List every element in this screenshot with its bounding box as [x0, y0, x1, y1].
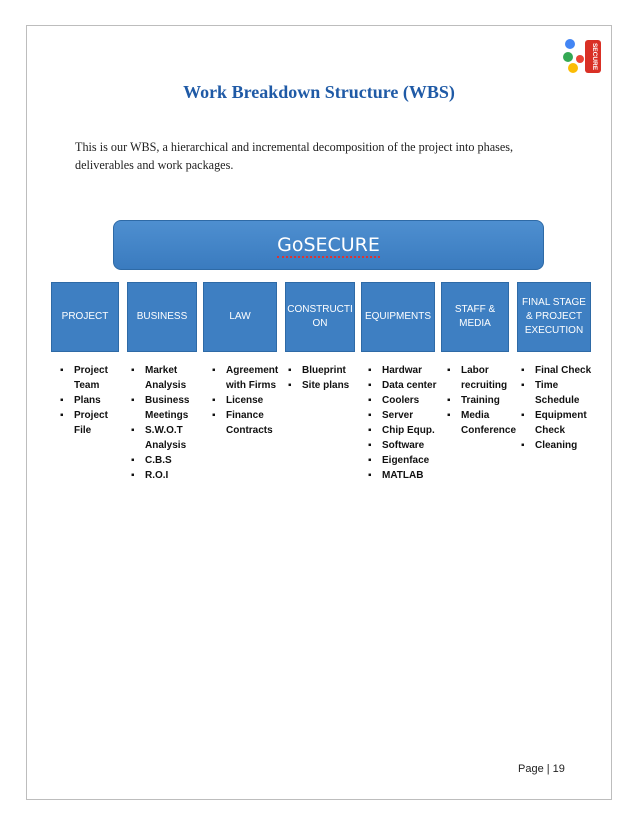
wbs-phase-box: [517, 282, 591, 352]
wbs-work-package: ▪ C.B.S: [131, 453, 207, 468]
wbs-work-package: ▪ Media Conference: [447, 408, 521, 438]
wbs-work-package: ▪ Final Check: [521, 363, 595, 378]
wbs-work-package: ▪ Coolers: [368, 393, 442, 408]
wbs-work-package: ▪ Data center: [368, 378, 442, 393]
wbs-phase-box: [51, 282, 119, 352]
wbs-work-package: ▪ Project File: [60, 408, 124, 438]
wbs-phase-label: LAW: [229, 311, 251, 322]
wbs-work-package: ▪ Agreement with Firms: [212, 363, 288, 393]
wbs-work-package-list: [288, 363, 366, 393]
wbs-work-package-list: [447, 363, 521, 438]
wbs-work-package: ▪ Eigenface: [368, 453, 442, 468]
wbs-phase-label: FINAL STAGE & PROJECT EXECUTION: [522, 297, 586, 336]
wbs-work-package: ▪ Time Schedule: [521, 378, 595, 408]
wbs-phase-box: [203, 282, 277, 352]
page-title: Work Breakdown Structure (WBS): [183, 82, 455, 102]
wbs-work-package: ▪ Hardwar: [368, 363, 442, 378]
wbs-phase-label: CONSTRUCTI ON: [287, 304, 353, 329]
wbs-phase-box: [127, 282, 197, 352]
wbs-work-package: ▪ Cleaning: [521, 438, 595, 453]
page-number: Page | 19: [518, 763, 565, 775]
wbs-work-package: ▪ Market Analysis: [131, 363, 207, 393]
wbs-phase-label: PROJECT: [61, 311, 109, 322]
wbs-work-package: ▪ Project Team: [60, 363, 124, 393]
wbs-work-package: ▪ Server: [368, 408, 442, 423]
wbs-phase-label: BUSINESS: [136, 311, 188, 322]
wbs-work-package-list: [212, 363, 288, 438]
wbs-root-label: GoSECURE: [277, 234, 380, 256]
wbs-work-package: ▪ Chip Equp.: [368, 423, 442, 438]
wbs-work-package: ▪ License: [212, 393, 288, 408]
wbs-work-package-list: [131, 363, 207, 483]
wbs-work-package-list: [368, 363, 442, 483]
wbs-work-package: ▪ S.W.O.T Analysis: [131, 423, 207, 453]
wbs-work-package: ▪ R.O.I: [131, 468, 207, 483]
logo-text: SECURE: [591, 42, 598, 71]
wbs-phase-box: [361, 282, 435, 352]
intro-paragraph: This is our WBS, a hierarchical and incremental decomposition of the project into phases, deliverables and work packages.: [75, 140, 514, 172]
wbs-work-package: ▪ Labor recruiting: [447, 363, 521, 393]
gosecure-logo: [561, 37, 603, 75]
wbs-work-package: ▪ Blueprint: [288, 363, 366, 378]
wbs-phase-box: [285, 282, 355, 352]
wbs-work-package: ▪ Training: [447, 393, 521, 408]
wbs-work-package: ▪ Finance Contracts: [212, 408, 288, 438]
wbs-work-package-list: [60, 363, 124, 438]
wbs-work-package: ▪ MATLAB: [368, 468, 442, 483]
wbs-phase-label: STAFF & MEDIA: [454, 304, 496, 329]
wbs-work-package: ▪ Plans: [60, 393, 124, 408]
wbs-work-package: ▪ Site plans: [288, 378, 366, 393]
wbs-phase-label: EQUIPMENTS: [364, 311, 432, 322]
wbs-work-package: ▪ Business Meetings: [131, 393, 207, 423]
wbs-phase-box: [441, 282, 509, 352]
wbs-work-package-list: [521, 363, 595, 453]
wbs-root-box: [113, 220, 544, 270]
wbs-work-package: ▪ Software: [368, 438, 442, 453]
wbs-work-package: ▪ Equipment Check: [521, 408, 595, 438]
